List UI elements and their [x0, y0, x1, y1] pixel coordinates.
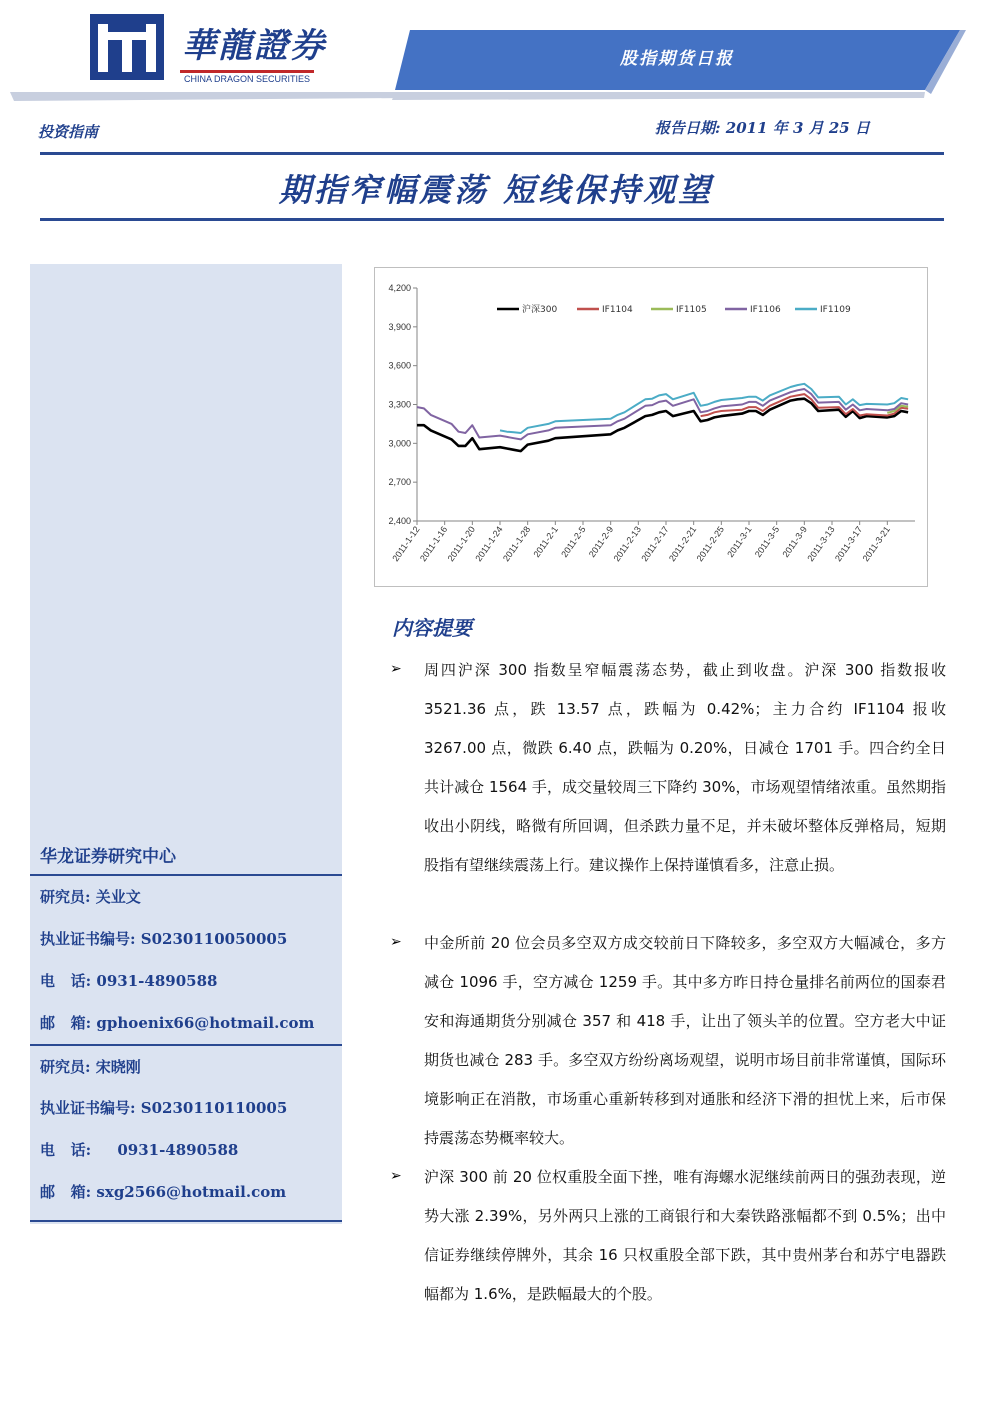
x-tick-label: 2011-2-5	[559, 524, 588, 560]
legend-label: IF1106	[750, 305, 781, 315]
x-tick-label: 2011-1-28	[500, 524, 533, 564]
report-date: 报告日期: 2011 年 3 月 25 日	[655, 119, 870, 137]
analyst-license: 执业证书编号: S0230110050005	[40, 930, 288, 948]
x-tick-label: 2011-3-9	[780, 524, 809, 560]
y-tick-label: 3,600	[388, 360, 411, 371]
summary-paragraph: 周四沪深 300 指数呈窄幅震荡态势，截止到收盘。沪深 300 指数报收 3521.36 点，跌 13.57 点，跌幅为 0.42%；主力合约 IF1104 报收 3267.00 点，微跌 6.40 点，跌幅为 0.20%，日减仓 1701 手。四合约全日共计减仓 1564 手，成交量较周三下降约 30%，市场观望情绪浓重。虽然期指收出小阴线，略微有所回调，但杀跌力量不足，并未破坏整体反弹格局，短期股指有望继续震荡上行。建议操作上保持谨慎看多，注意止损。	[424, 661, 946, 874]
y-tick-label: 3,900	[388, 321, 411, 332]
chart-canvas	[375, 268, 927, 586]
section-label: 投资指南	[38, 123, 99, 141]
report-type-title: 股指期货日报	[620, 49, 734, 69]
analyst-email[interactable]: 邮 箱: sxg2566@hotmail.com	[40, 1183, 287, 1201]
logo-english-name: CHINA DRAGON SECURITIES	[184, 74, 311, 84]
analyst-phone: 电 话: 0931-4890588	[40, 1141, 239, 1159]
bullet-icon: ➢	[390, 661, 402, 677]
y-tick-label: 3,000	[388, 438, 411, 449]
x-tick-label: 2011-2-25	[694, 524, 726, 564]
x-tick-label: 2011-1-16	[417, 524, 450, 564]
legend-label: IF1104	[602, 305, 633, 315]
analyst-email[interactable]: 邮 箱: gphoenix66@hotmail.com	[40, 1014, 315, 1032]
x-tick-label: 2011-3-17	[832, 524, 865, 564]
analyst-phone: 电 话: 0931-4890588	[40, 972, 218, 990]
x-tick-label: 2011-3-5	[752, 524, 782, 560]
y-tick-label: 4,200	[388, 283, 411, 293]
x-tick-label: 2011-1-12	[390, 524, 422, 564]
legend-label: IF1109	[820, 305, 851, 315]
x-tick-label: 2011-3-13	[805, 524, 837, 564]
x-tick-label: 2011-3-1	[725, 524, 754, 560]
x-tick-label: 2011-1-24	[473, 524, 505, 564]
analyst-name: 研究员: 关业文	[40, 888, 141, 906]
sidebar-divider	[30, 1220, 342, 1222]
y-tick-label: 2,400	[388, 516, 411, 526]
bullet-icon: ➢	[390, 934, 402, 950]
x-tick-label: 2011-2-17	[639, 524, 671, 564]
analyst-name: 研究员: 宋晓刚	[40, 1058, 141, 1076]
legend-label: IF1105	[676, 305, 707, 315]
analyst-sidebar	[30, 264, 342, 1224]
title-rule-top	[40, 152, 944, 155]
x-tick-label: 2011-2-13	[611, 524, 643, 564]
header-banner	[0, 0, 992, 110]
sidebar-divider	[30, 874, 342, 876]
title-rule-bottom	[40, 218, 944, 221]
bullet-icon: ➢	[390, 1168, 402, 1184]
analyst-license: 执业证书编号: S0230110110005	[40, 1099, 288, 1117]
summary-title: 内容提要	[392, 616, 472, 640]
headline: 期指窄幅震荡 短线保持观望	[278, 171, 714, 209]
summary-paragraph: 沪深 300 前 20 位权重股全面下挫，唯有海螺水泥继续前两日的强劲表现，逆势大涨 2.39%，另外两只上涨的工商银行和大秦铁路涨幅都不到 0.5%；出中信证券继续停牌外，其余 16 只权重股全部下跌，其中贵州茅台和苏宁电器跌幅都为 1.6%，是跌幅最大的个股。	[424, 1168, 946, 1303]
y-tick-label: 2,700	[388, 477, 411, 488]
sidebar-divider	[30, 1044, 342, 1046]
research-center-name: 华龙证券研究中心	[40, 847, 176, 867]
summary-paragraph: 中金所前 20 位会员多空双方成交较前日下降较多，多空双方大幅减仓，多方减仓 1096 手，空方减仓 1259 手。其中多方昨日持仓量排名前两位的国泰君安和海通期货分别减仓 357 和 418 手，让出了领头羊的位置。空方老大中证期货也减仓 283 手。多空双方纷纷离场观望，说明市场目前非常谨慎，国际环境影响正在消散，市场重心重新转移到对通胀和经济下滑的担忧上来，后市保持震荡态势概率较大。	[424, 934, 946, 1147]
logo-chinese-name: 華龍證券	[182, 26, 326, 66]
x-tick-label: 2011-1-20	[445, 524, 477, 564]
x-tick-label: 2011-3-21	[860, 524, 892, 564]
price-chart	[374, 267, 928, 587]
x-tick-label: 2011-2-9	[586, 524, 616, 560]
x-tick-label: 2011-2-21	[666, 524, 699, 564]
legend-label: 沪深300	[522, 305, 558, 315]
y-tick-label: 3,300	[388, 399, 411, 410]
x-tick-label: 2011-2-1	[531, 524, 560, 560]
